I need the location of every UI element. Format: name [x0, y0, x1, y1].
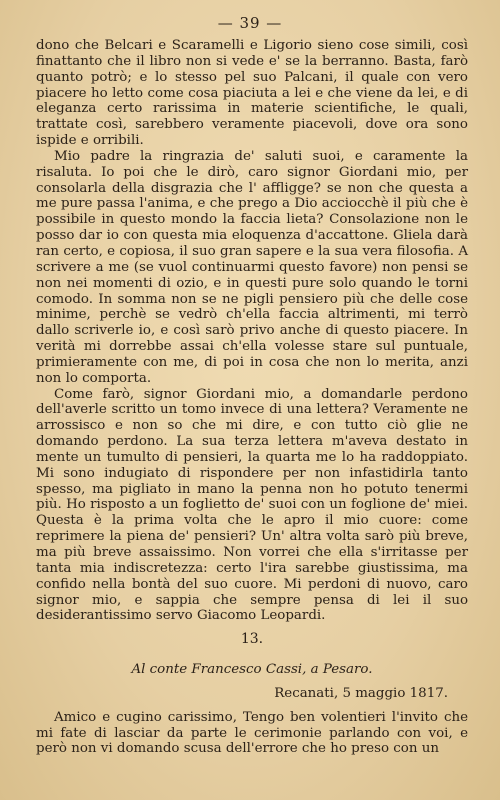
page-number: — 39 — — [217, 14, 283, 32]
paragraph: Come farò, signor Giordani mio, a domandarle perdono dell'averle scritto un tomo invece di una lettera? Veramente ne arrossisco e non so che mi dire, e con tutto ciò glie ne domando perdono. La sua terza lettera m'aveva destato in mente un tumulto di pensieri, la quarta me lo ha raddoppiato. Mi sono indugiato di rispondere per non infastidirla tanto spesso, ma pigliato in mano la penna non ho potuto tenermi più. Ho risposto a un foglietto de' suoi con un foglione de' miei. Questa è la prima volta che le apro il mio cuore: come reprimere la piena de' pensieri? Un' altra volta sarò più breve, ma più breve assaissimo. Non vorrei che ella s'irritasse per tanta mia indiscretezza: certo l'ira sarebbe giustissima, ma confido nella bontà del suo cuore. Mi perdoni di nuovo, caro signor mio, e sappia che sempre pensa di lei il suo desiderantissimo servo Giacomo Leopardi. — [36, 386, 468, 624]
letter-date: Recanati, 5 maggio 1817. — [274, 685, 448, 701]
paragraph: Amico e cugino carissimo, Tengo ben volentieri l'invito che mi fate di lasciar da parte le cerimonie parlando con voi, e però non vi domando scusa dell'errore che ho preso con un — [36, 709, 468, 757]
paragraph-continuation: dono che Belcari e Scaramelli e Ligorio sieno cose simili, così finattanto che il libro non si vede e' se la berranno. Basta, farò quanto potrò; e lo stesso pel suo Palcani, il quale con vero piacere ho letto come cosa piaciuta a lei e che viene da lei, e di eleganza certo rarissima in materie scientifiche, le quali, trattate così, sarebbero veramente piacevoli, dove ora sono ispide e orribili. — [36, 38, 468, 149]
paragraph: Mio padre la ringrazia de' saluti suoi, e caramente la risaluta. Io poi che le dirò, caro signor Giordani mio, per consolarla della disgrazia che l' affligge? se non che questa a me pure passa l'anima, e che prego a Dio acciocchè il più che è possibile in questo mondo la faccia lieta? Consolazione non le posso dar io con questa mia eloquenza d'accattone. Gliela darà ran certo, e copiosa, il suo gran sapere e la sua vera filosofia. A scrivere a me (se vuol continuarmi questo favore) non pensi se non nei momenti di ozio, e in questi pure solo quando le torni comodo. In somma non se ne pigli pensiero più che delle cose minime, perchè se vedrò ch'ella faccia altrimenti, mi terrò dallo scriverle io, e così sarò privo anche di questo piacere. In verità mi dorrebbe assai ch'ella volesse stare sul puntuale, primieramente con me, di poi in cosa che non lo merita, anzi non lo comporta. — [36, 148, 468, 386]
body-text — [36, 38, 468, 757]
letter-number: 13. — [240, 631, 264, 648]
letter-address: Al conte Francesco Cassi, a Pesaro. — [131, 662, 373, 678]
